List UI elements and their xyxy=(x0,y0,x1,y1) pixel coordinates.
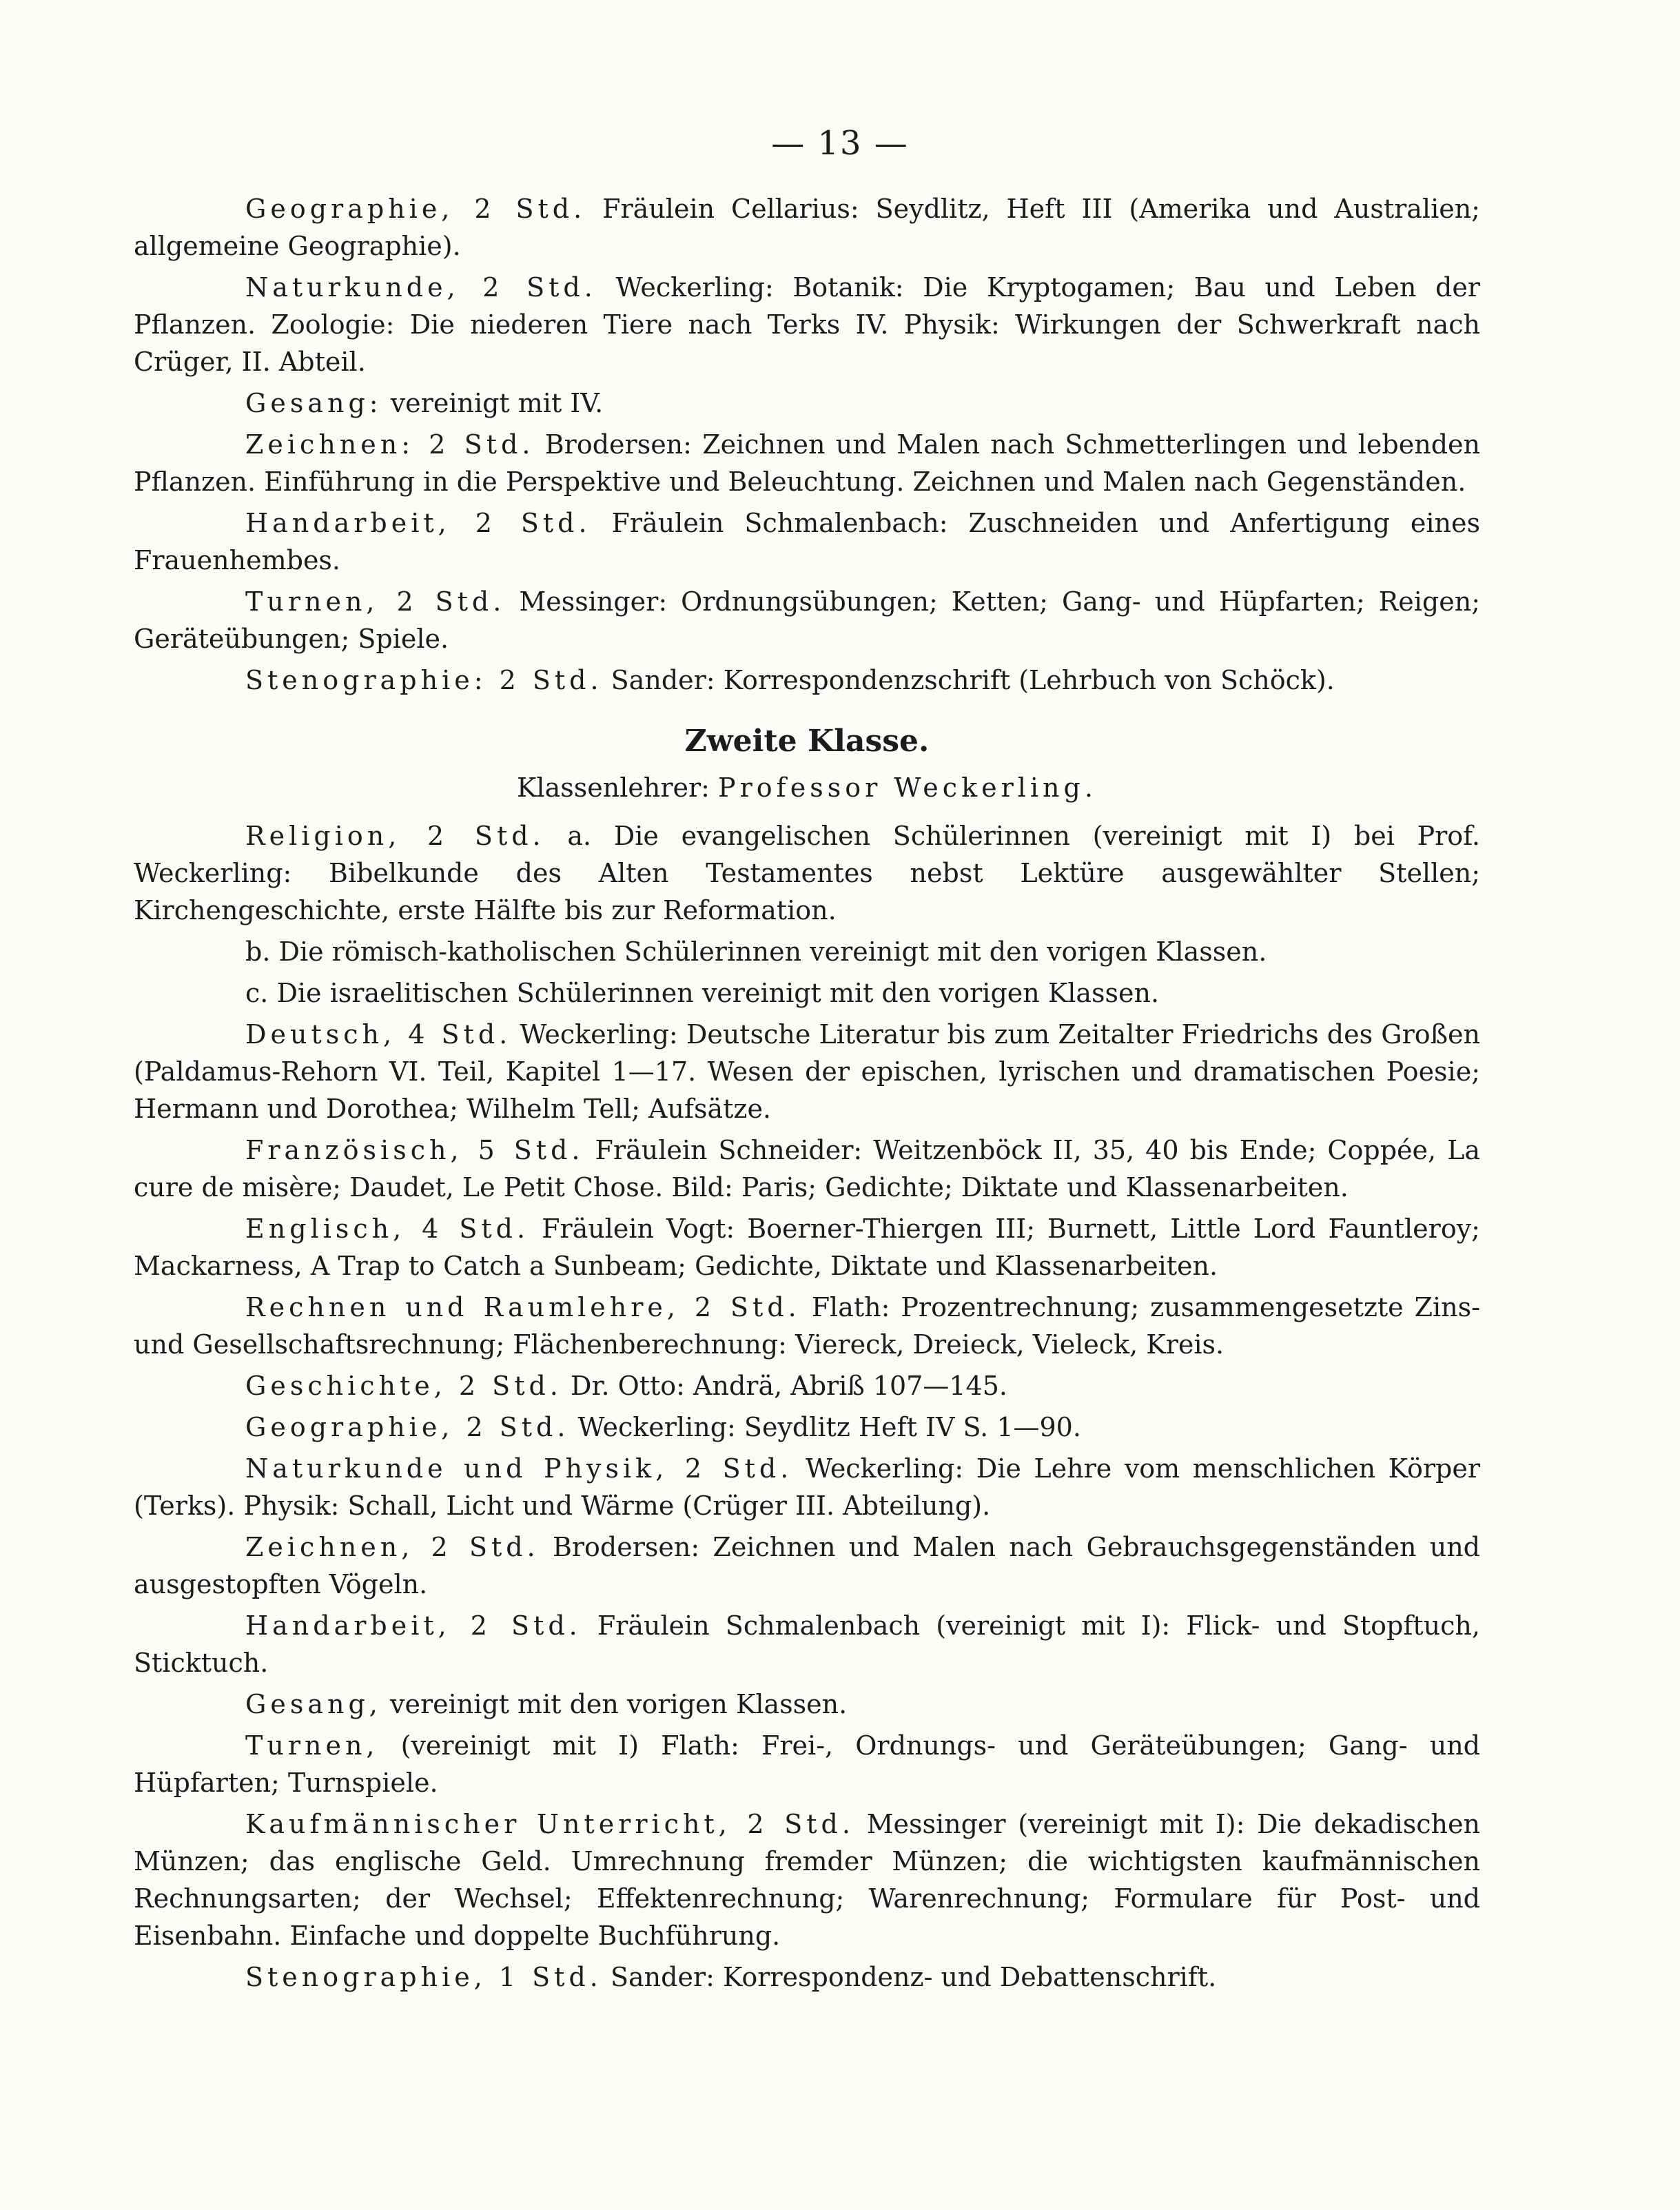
subject-description: Weckerling: Seydlitz Heft IV S. 1—90. xyxy=(577,1412,1081,1442)
subject-title: Geschichte, 2 Std. xyxy=(245,1371,562,1401)
subject-title: Geographie, 2 Std. xyxy=(245,194,586,224)
subject-entry xyxy=(134,504,1480,579)
subject-entry xyxy=(134,1607,1480,1681)
subject-description: Messinger (vereinigt mit I): Die dekadischen Münzen; das englische Geld. Umrechnung fremder Münzen; die wichtigsten kaufmännischen Rechnungsarten; der Wechsel; Effektenrechnung; Warenrechnung; Formulare für Post- und Eisenbahn. Einfache und doppelte Buchführung. xyxy=(134,1809,1480,1951)
subject-title: Zeichnen: 2 Std. xyxy=(245,429,535,460)
subject-entry xyxy=(134,1289,1480,1363)
subject-description: Flath: Prozentrechnung; zusammengesetzte Zins- und Gesellschaftsrechnung; Flächenberechnung: Viereck, Dreieck, Vieleck, Kreis. xyxy=(134,1292,1480,1360)
subject-description: Sander: Korrespondenz- und Debattenschrift. xyxy=(610,1962,1217,1992)
subject-entry xyxy=(134,1528,1480,1603)
subject-entry xyxy=(134,1805,1480,1954)
subject-description: Sander: Korrespondenzschrift (Lehrbuch von Schöck). xyxy=(611,665,1335,695)
subject-description: vereinigt mit IV. xyxy=(390,388,604,418)
subject-description: Fräulein Schmalenbach (vereinigt mit I): Flick- und Stopftuch, Sticktuch. xyxy=(134,1610,1480,1678)
religion-sub-item: c. Die israelitischen Schülerinnen vereinigt mit den vorigen Klassen. xyxy=(245,978,1160,1008)
subject-title: Naturkunde und Physik, 2 Std. xyxy=(245,1453,793,1484)
subject-entry xyxy=(134,1367,1480,1404)
subject-title: Kaufmännischer Unterricht, 2 Std. xyxy=(245,1809,854,1839)
subject-entry xyxy=(134,1686,1480,1723)
subject-entry xyxy=(134,817,1480,929)
subject-description: Brodersen: Zeichnen und Malen nach Gebrauchsgegenständen und ausgestopften Vögeln. xyxy=(134,1532,1480,1599)
subject-entry xyxy=(134,385,1480,422)
class-heading: Zweite Klasse. xyxy=(684,724,930,759)
subject-description: Fräulein Vogt: Boerner-Thiergen III; Burnett, Little Lord Fauntleroy; Mackarness, A Trap to Catch a Sunbeam; Gedichte, Diktate und Klassenarbeiten. xyxy=(134,1214,1480,1281)
class-teacher-name: Professor Weckerling. xyxy=(718,773,1097,803)
subject-entry xyxy=(134,1210,1480,1285)
religion-sub-items xyxy=(134,933,1480,1012)
subject-entry xyxy=(134,190,1480,265)
subject-title: Handarbeit, 2 Std. xyxy=(245,1610,582,1641)
section-second-class xyxy=(134,1016,1480,1996)
subject-title: Gesang: xyxy=(245,388,382,418)
section-religion xyxy=(134,817,1480,929)
page-body xyxy=(134,190,1480,2000)
subject-description: Messinger: Ordnungsübungen; Ketten; Gang- und Hüpfarten; Reigen; Geräteübungen; Spiele. xyxy=(134,586,1480,654)
subject-description: Weckerling: Botanik: Die Kryptogamen; Bau und Leben der Pflanzen. Zoologie: Die niederen Tiere nach Terks IV. Physik: Wirkungen der Schwerkraft nach Crüger, II. Abteil. xyxy=(134,272,1480,377)
subject-title: Stenographie, 1 Std. xyxy=(245,1962,602,1992)
subject-description: Weckerling: Deutsche Literatur bis zum Zeitalter Friedrichs des Großen (Paldamus-Rehorn VI. Teil, Kapitel 1—17. Wesen der epischen, lyrischen und dramatischen Poesie; Hermann und Dorothea; Wilhelm Tell; Aufsätze. xyxy=(134,1019,1480,1124)
class-teacher-label: Klassenlehrer: xyxy=(517,773,710,803)
subject-description: Dr. Otto: Andrä, Abriß 107—145. xyxy=(570,1371,1007,1401)
subject-title: Handarbeit, 2 Std. xyxy=(245,508,591,538)
subject-entry xyxy=(134,1727,1480,1801)
subject-description: Fräulein Cellarius: Seydlitz, Heft III (Amerika und Australien; allgemeine Geographie). xyxy=(134,194,1480,261)
page-number: — 13 — xyxy=(771,124,909,163)
subject-title: Religion, 2 Std. xyxy=(245,821,545,851)
subject-title: Deutsch, 4 Std. xyxy=(245,1019,512,1050)
subject-description: Weckerling: Die Lehre vom menschlichen Körper (Terks). Physik: Schall, Licht und Wärme (Crüger III. Abteilung). xyxy=(134,1453,1480,1521)
subject-entry xyxy=(134,1450,1480,1524)
subject-title: Naturkunde, 2 Std. xyxy=(245,272,597,303)
subject-title: Turnen, xyxy=(245,1730,379,1761)
subject-description: (vereinigt mit I) Flath: Frei-, Ordnungs- und Geräteübungen; Gang- und Hüpfarten; Turnspiele. xyxy=(134,1730,1480,1798)
subject-entry xyxy=(134,1132,1480,1206)
section-first-class-end xyxy=(134,190,1480,699)
subject-title: Geographie, 2 Std. xyxy=(245,1412,570,1442)
subject-entry xyxy=(134,1958,1480,1996)
subject-entry xyxy=(134,1016,1480,1127)
subject-entry xyxy=(134,269,1480,380)
subject-title: Französisch, 5 Std. xyxy=(245,1135,584,1165)
subject-description: a. Die evangelischen Schülerinnen (vereinigt mit I) bei Prof. Weckerling: Bibelkunde des Alten Testamentes nebst Lektüre ausgewählter Stellen; Kirchengeschichte, erste Hälfte bis zur Reformation. xyxy=(134,821,1480,925)
subject-description: Brodersen: Zeichnen und Malen nach Schmetterlingen und lebenden Pflanzen. Einführung in die Perspektive und Beleuchtung. Zeichnen und Malen nach Gegenständen. xyxy=(134,429,1480,497)
subject-title: Turnen, 2 Std. xyxy=(245,586,506,617)
class-teacher-line xyxy=(134,769,1480,806)
subject-description: Fräulein Schmalenbach: Zuschneiden und Anfertigung eines Frauenhembes. xyxy=(134,508,1480,575)
subject-title: Stenographie: 2 Std. xyxy=(245,665,603,695)
subject-entry xyxy=(134,426,1480,500)
subject-title: Zeichnen, 2 Std. xyxy=(245,1532,540,1562)
subject-description: Fräulein Schneider: Weitzenböck II, 35, 40 bis Ende; Coppée, La cure de misère; Daudet, Le Petit Chose. Bild: Paris; Gedichte; Diktate und Klassenarbeiten. xyxy=(134,1135,1480,1203)
subject-description: vereinigt mit den vorigen Klassen. xyxy=(389,1689,848,1719)
subject-title: Rechnen und Raumlehre, 2 Std. xyxy=(245,1292,801,1322)
subject-title: Gesang, xyxy=(245,1689,382,1719)
religion-sub-item: b. Die römisch-katholischen Schülerinnen vereinigt mit den vorigen Klassen. xyxy=(245,937,1267,967)
subject-entry xyxy=(134,662,1480,699)
subject-title: Englisch, 4 Std. xyxy=(245,1214,530,1244)
subject-entry xyxy=(134,583,1480,657)
subject-entry xyxy=(134,1409,1480,1446)
